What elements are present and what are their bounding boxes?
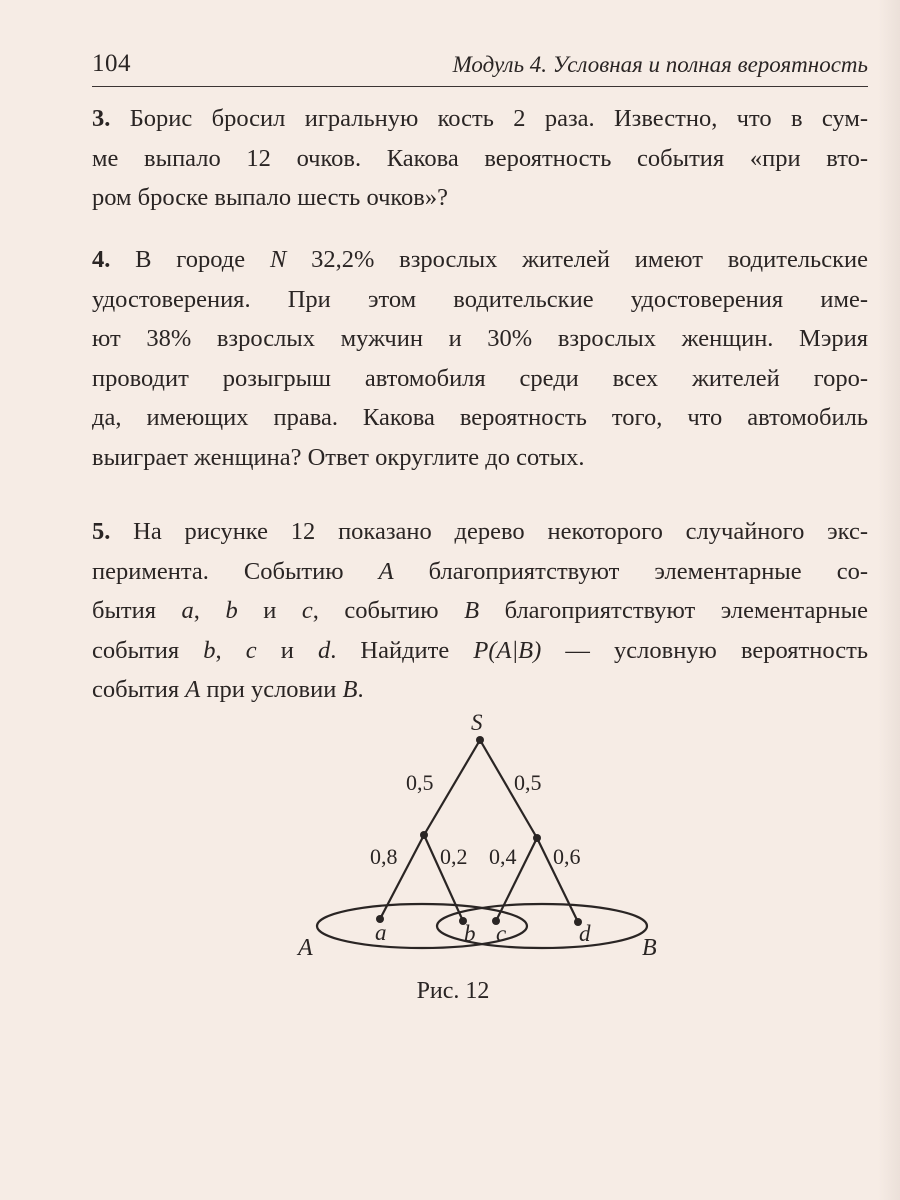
edge-label-left-a: 0,8 (370, 844, 398, 869)
tree-diagram (290, 700, 670, 980)
problem-5-line-2: перимента. Событию A благоприятствуют элементарные со- (92, 557, 868, 585)
probability-tree-figure (290, 700, 670, 980)
conditional-probability-formula: P(A|B) (473, 636, 542, 664)
paper-edge-shadow (878, 0, 900, 1200)
node-left (420, 831, 428, 839)
math-variable: N (269, 246, 287, 273)
problem-5-line-5: события A при условии B. (92, 676, 364, 703)
running-title: Модуль 4. Условная и полная вероятность (452, 52, 868, 77)
problem-5-line-4: события b, c и d. Найдите P(A|B) — условную вероятность (92, 636, 868, 664)
root-label: S (471, 710, 483, 735)
edge-label-right-c: 0,4 (489, 844, 517, 869)
problem-4-line-3: ют 38% взрослых мужчин и 30% взрослых женщин. Мэрия (92, 325, 868, 352)
problem-5 (92, 512, 868, 710)
problem-4-line-2: удостоверения. При этом водительские удостоверения име- (92, 285, 868, 313)
math-variable: A (378, 557, 394, 585)
set-label-a: A (298, 935, 313, 961)
problem-3-line-3: ром броске выпало шесть очков»? (92, 184, 449, 211)
problem-5-line-3: бытия a, b и c, событию B благоприятствуют элементарные (92, 597, 869, 624)
problem-4-line-1: 4. В городе N 32,2% взрослых жителей имеют водительские (92, 246, 868, 273)
problem-4 (92, 240, 868, 477)
problem-number: 4. (92, 246, 111, 273)
problem-4-line-5: да, имеющих права. Какова вероятность того, что автомобиль (92, 404, 868, 431)
leaf-label-b: b (464, 921, 476, 946)
problem-number: 5. (92, 518, 111, 545)
figure-caption: Рис. 12 (416, 978, 490, 1004)
problem-4-line-4: проводит розыгрыш автомобиля среди всех жителей горо- (92, 364, 868, 392)
leaf-label-c: c (496, 921, 507, 946)
problem-4-line-6: выиграет женщина? Ответ округлите до сотых. (92, 443, 585, 471)
problem-5-line-1: 5. На рисунке 12 показано дерево некоторого случайного экс- (92, 518, 868, 545)
page-header (92, 48, 868, 87)
edge-label-root-right: 0,5 (514, 770, 542, 795)
problem-3-line-2: ме выпало 12 очков. Какова вероятность события «при вто- (92, 144, 868, 172)
node-right (533, 834, 541, 842)
page-number: 104 (92, 50, 131, 77)
leaf-label-d: d (579, 921, 591, 946)
edge-label-root-left: 0,5 (406, 770, 434, 795)
edge-label-right-d: 0,6 (553, 844, 581, 869)
edge-label-left-b: 0,2 (440, 844, 468, 869)
set-label-b: B (642, 935, 657, 961)
problem-3-line-1: 3. Борис бросил игральную кость 2 раза. Известно, что в сум- (92, 105, 868, 132)
leaf-label-a: a (375, 920, 387, 945)
problem-number: 3. (92, 105, 111, 132)
node-root (476, 736, 484, 744)
problem-3 (92, 99, 868, 218)
